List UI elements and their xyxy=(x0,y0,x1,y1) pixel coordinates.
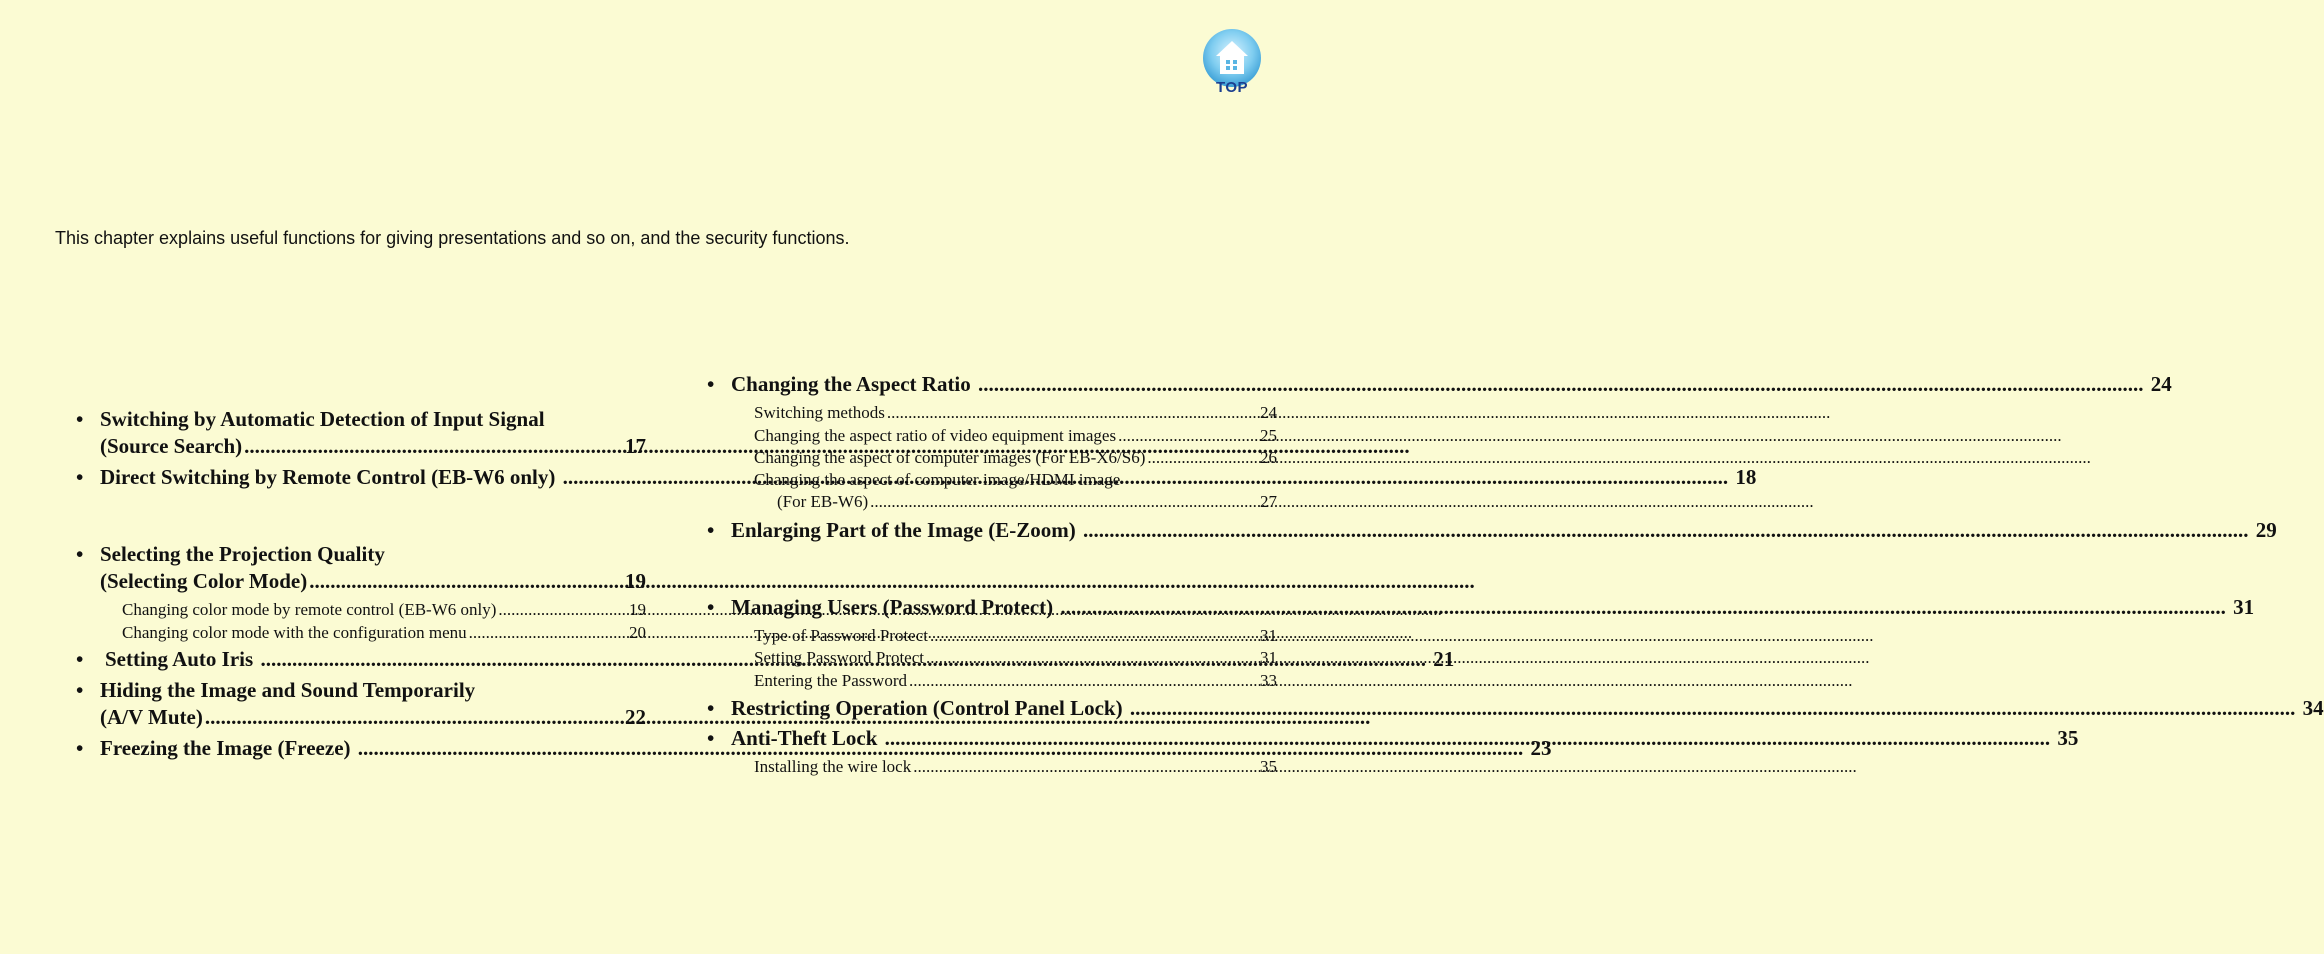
toc-entry-title: Enlarging Part of the Image (E-Zoom) xyxy=(731,518,1076,542)
toc-subentry-password-entering[interactable] xyxy=(707,670,1277,692)
leader-dots xyxy=(885,726,2051,750)
toc-entry-title: Setting Auto Iris xyxy=(105,647,254,671)
toc-subentry-title: Switching methods xyxy=(754,403,885,422)
page-number: 17 xyxy=(625,434,646,458)
leader-dots xyxy=(498,599,627,621)
page-number: 34 xyxy=(2302,696,2324,720)
toc-subentry-title: Entering the Password xyxy=(754,671,907,690)
toc-subentry-title: Changing the aspect of computer image/HDMI image xyxy=(754,470,1121,489)
page-number: 31 xyxy=(1260,648,1277,667)
leader-dots xyxy=(469,622,627,644)
top-label: TOP xyxy=(1215,79,1249,96)
bullet: • xyxy=(76,407,84,431)
page-number: 24 xyxy=(1260,403,1277,422)
toc-subentry-wire-lock[interactable] xyxy=(707,756,1277,778)
page-number: 20 xyxy=(629,623,646,642)
leader-dots xyxy=(205,704,623,731)
bullet: • xyxy=(707,372,715,396)
toc-subentry-title: Changing color mode with the configuration menu xyxy=(122,623,467,642)
bullet: • xyxy=(76,647,84,671)
bullet: • xyxy=(76,678,84,702)
leader-dots xyxy=(1130,696,2296,720)
toc-entry-aspect-ratio[interactable] xyxy=(707,371,2172,398)
toc-subentry-title: Installing the wire lock xyxy=(754,757,912,776)
toc-subentry-color-mode-remote[interactable] xyxy=(76,599,646,621)
toc-entry-title: Changing the Aspect Ratio xyxy=(731,372,971,396)
leader-dots xyxy=(930,625,1258,647)
toc-subentry-color-mode-menu[interactable] xyxy=(76,622,646,644)
page-number: 25 xyxy=(1260,426,1277,445)
toc-entry-color-mode[interactable] xyxy=(76,541,646,595)
toc-entry-title: (A/V Mute) xyxy=(100,705,203,729)
page-number: 21 xyxy=(1433,647,1455,671)
page-number: 18 xyxy=(1735,465,1757,489)
leader-dots xyxy=(978,372,2144,396)
page-number: 19 xyxy=(625,569,646,593)
leader-dots xyxy=(1118,425,1258,447)
toc-entry-title: Direct Switching by Remote Control (EB-W6 only) xyxy=(100,465,556,489)
bullet: • xyxy=(707,726,715,750)
toc-entry-e-zoom[interactable] xyxy=(707,517,2277,544)
bullet: • xyxy=(707,518,715,542)
leader-dots xyxy=(870,491,1258,513)
page-number: 19 xyxy=(629,600,646,619)
leader-dots xyxy=(887,402,1258,424)
leader-dots xyxy=(913,756,1258,778)
toc-subentry-title: Changing the aspect ratio of video equipment images xyxy=(754,426,1117,445)
toc-entry-control-panel-lock[interactable] xyxy=(707,695,2324,722)
leader-dots xyxy=(909,670,1258,692)
toc-subentry-title: Changing the aspect of computer images (For EB-X6/S6) xyxy=(754,448,1146,467)
page-number: 27 xyxy=(1260,492,1277,511)
toc-entry-title: Anti-Theft Lock xyxy=(731,726,878,750)
leader-dots xyxy=(1060,595,2226,619)
toc-subentry-title: Setting Password Protect xyxy=(754,648,924,667)
toc-subentry-switching-methods[interactable] xyxy=(707,402,1277,424)
toc-entry-title: Restricting Operation (Control Panel Lock) xyxy=(731,696,1123,720)
page-number: 33 xyxy=(1260,671,1277,690)
toc-entry-title: Hiding the Image and Sound Temporarily xyxy=(100,678,476,702)
toc-subentry-aspect-video[interactable] xyxy=(707,425,1277,447)
leader-dots xyxy=(1147,447,1258,469)
toc-entry-title: Switching by Automatic Detection of Input Signal xyxy=(100,407,545,431)
bullet: • xyxy=(707,595,715,619)
bullet: • xyxy=(76,465,84,489)
toc-entry-title: (Source Search) xyxy=(100,434,243,458)
toc-entry-title: (Selecting Color Mode) xyxy=(100,569,308,593)
page-number: 31 xyxy=(1260,626,1277,645)
toc-subentry-title: Type of Password Protect xyxy=(754,626,928,645)
page-number: 29 xyxy=(2255,518,2277,542)
toc-subentry-aspect-computer[interactable] xyxy=(707,447,1277,469)
page-number: 35 xyxy=(2057,726,2079,750)
page-number: 22 xyxy=(625,705,646,729)
toc-entry-title: Freezing the Image (Freeze) xyxy=(100,736,351,760)
leader-dots xyxy=(1083,518,2249,542)
toc-subentry-password-setting[interactable] xyxy=(707,647,1277,669)
toc-subentry-title: Changing color mode by remote control (EB-W6 only) xyxy=(122,600,497,619)
bullet: • xyxy=(707,696,715,720)
leader-dots xyxy=(309,568,623,595)
toc-subentry-password-type[interactable] xyxy=(707,625,1277,647)
page-number: 35 xyxy=(1260,757,1277,776)
chapter-intro: This chapter explains useful functions for giving presentations and so on, and the security functions. xyxy=(55,228,850,248)
bullet: • xyxy=(76,736,84,760)
toc-entry-av-mute[interactable] xyxy=(76,677,646,731)
page-number: 23 xyxy=(1530,736,1552,760)
toc-entry-password-protect[interactable] xyxy=(707,594,2255,621)
leader-dots xyxy=(926,647,1258,669)
toc-entry-title: Selecting the Projection Quality xyxy=(100,542,385,566)
page-number: 24 xyxy=(2150,372,2172,396)
toc-entry-title: Managing Users (Password Protect) xyxy=(731,595,1054,619)
leader-dots xyxy=(244,433,623,460)
page-number: 31 xyxy=(2233,595,2255,619)
bullet: • xyxy=(76,542,84,566)
toc-subentry-title: (For EB-W6) xyxy=(777,492,869,511)
page-number: 26 xyxy=(1260,448,1277,467)
toc-entry-source-search[interactable] xyxy=(76,406,646,460)
toc-subentry-aspect-hdmi[interactable] xyxy=(707,469,1277,513)
